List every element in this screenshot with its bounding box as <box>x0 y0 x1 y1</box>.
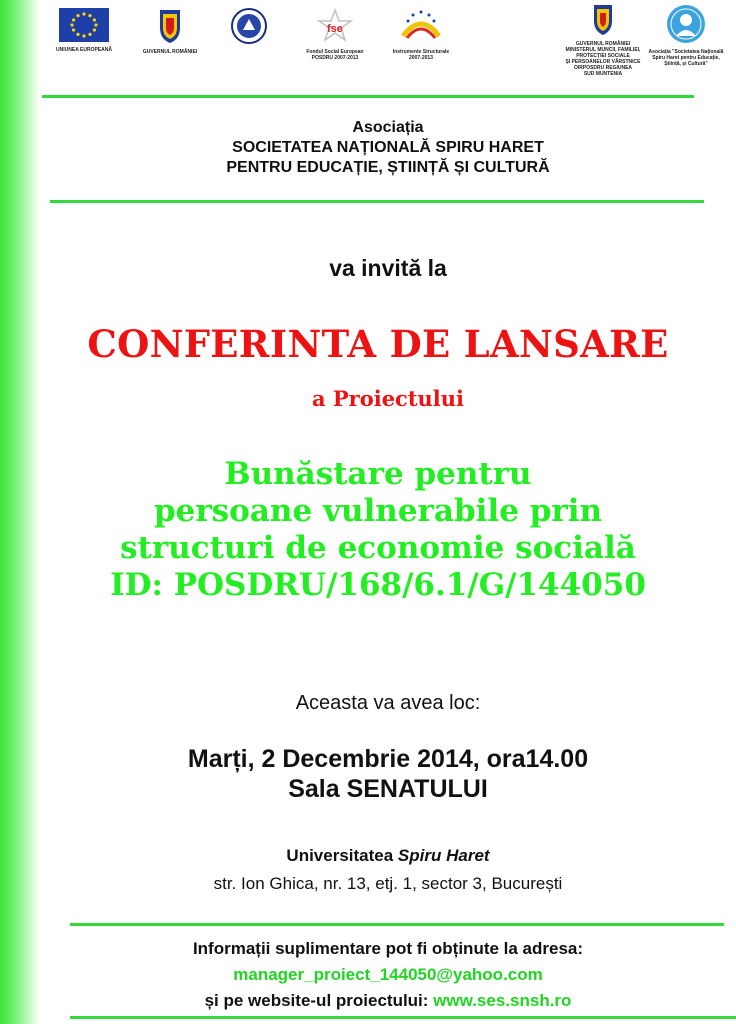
university-name <box>40 846 736 866</box>
project-title-line-3: structuri de economie socială <box>120 530 636 566</box>
organizer-divider <box>50 200 704 203</box>
romania-coat-of-arms-small-icon <box>591 2 615 36</box>
top-divider <box>42 95 694 98</box>
organizer-line-3: PENTRU EDUCAȚIE, ȘTIINȚĂ ȘI CULTURĂ <box>226 159 550 176</box>
instruments-caption: Instrumente Structurale 2007-2013 <box>392 49 450 61</box>
contact-intro: Informații suplimentare pot fi obținute la adresa: <box>192 939 584 958</box>
project-title <box>20 456 736 604</box>
contact-divider <box>70 923 724 926</box>
university-proper-name: Spiru Haret <box>397 846 490 865</box>
contact-block <box>40 936 736 1014</box>
website-link[interactable]: www.ses.snsh.ro <box>433 991 572 1010</box>
fse-caption: Fondul Social European POSDRU 2007-2013 <box>306 49 364 61</box>
venue-intro: Aceasta va avea loc: <box>295 692 481 714</box>
bottom-divider <box>70 1016 736 1019</box>
ro-gov-logo <box>140 6 200 55</box>
instruments-logo <box>388 6 454 61</box>
ro-gov-caption: GUVERNUL ROMÂNIEI <box>142 49 198 55</box>
ministry-labor-logo <box>560 2 646 77</box>
event-title: CONFERINTA DE LANSARE <box>87 322 669 366</box>
invite-text: va invită la <box>329 255 447 281</box>
university-label: Universitatea <box>286 846 398 865</box>
spiru-haret-portrait-icon <box>666 4 706 44</box>
eu-logo <box>56 8 112 53</box>
organizer-block <box>40 118 736 178</box>
project-title-line-1: Bunăstare pentru <box>224 456 532 492</box>
contact-email-link[interactable]: manager_proiect_144050@yahoo.com <box>233 965 543 984</box>
fse-star-icon <box>315 8 355 44</box>
website-line <box>40 988 736 1014</box>
organizer-line-2: SOCIETATEA NAȚIONALĂ SPIRU HARET <box>232 139 544 156</box>
ministry-seal-icon <box>231 8 267 44</box>
eu-flag-icon <box>59 8 109 42</box>
event-date: Marți, 2 Decembrie 2014, ora14.00 <box>187 745 589 773</box>
structural-instruments-icon <box>399 6 443 44</box>
project-id: ID: POSDRU/168/6.1/G/144050 <box>110 567 646 603</box>
date-block <box>40 744 736 804</box>
eu-caption: UNIUNEA EUROPEANĂ <box>56 47 112 53</box>
ministry-seal-logo <box>228 8 270 49</box>
ministry-labor-caption: GUVERNUL ROMÂNIEI MINISTERUL MUNCII, FAMILIEI, PROTECȚIEI SOCIALE ȘI PERSOANELOR VÂRSTNICE OIRPOSDRU REGIUNEA SUD MUNTENIA <box>565 41 641 77</box>
snsh-logo <box>648 4 724 67</box>
organizer-line-1: Asociația <box>352 119 424 136</box>
snsh-caption: Asociația "Societatea Națională Spiru Haret pentru Educație, Știință, și Cultură" <box>648 49 724 67</box>
address: str. Ion Ghica, nr. 13, etj. 1, sector 3, București <box>213 874 563 893</box>
project-prefix: a Proiectului <box>311 386 465 411</box>
event-room: Sala SENATULUI <box>288 775 488 803</box>
fse-logo <box>300 8 370 61</box>
project-title-line-2: persoane vulnerabile prin <box>153 493 603 529</box>
svg-text:fse: fse <box>327 23 343 35</box>
romania-coat-of-arms-icon <box>157 6 183 44</box>
website-intro: și pe website-ul proiectului: <box>204 991 434 1010</box>
